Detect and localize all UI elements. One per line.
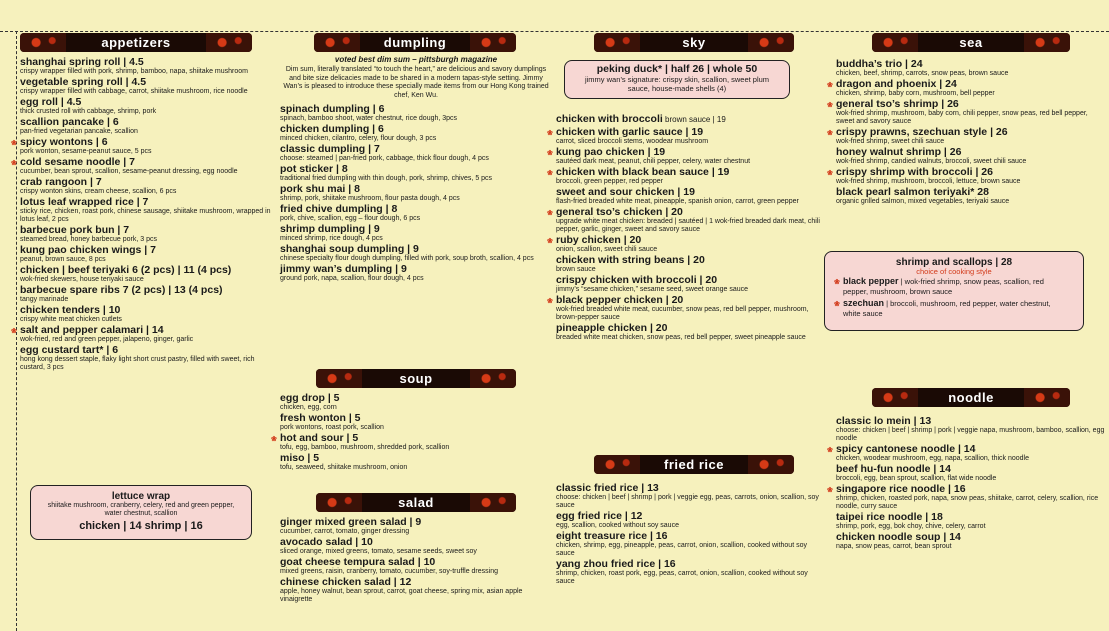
menu-item	[556, 323, 826, 342]
menu-item	[556, 255, 826, 274]
item-description: shrimp, pork, egg, bok choy, chive, celery, carrot	[836, 523, 986, 530]
menu-item	[20, 97, 275, 116]
menu-item	[20, 305, 275, 324]
item-description: breaded white meat chicken, snow peas, red bell pepper, sweet pineapple sauce	[556, 334, 806, 341]
item-description: wok-fried skewers, house teriyaki sauce	[20, 276, 144, 283]
item-description: egg, scallion, cooked without soy sauce	[556, 522, 679, 529]
sky-list	[556, 110, 826, 342]
dumpling-subtitle: voted best dim sum – pittsburgh magazine	[334, 55, 498, 64]
item-name: classic dumpling | 7	[280, 143, 380, 155]
noodle-column	[836, 388, 1106, 551]
dumpling-banner	[314, 33, 516, 52]
menu-item	[280, 517, 552, 536]
banner-ornament-icon	[314, 33, 360, 52]
banner-ornament-icon	[594, 33, 640, 52]
item-name: crispy chicken with broccoli | 20	[556, 274, 718, 286]
item-description: apple, honey walnut, bean sprout, carrot, goat cheese, spring mix, asian apple vinaigrette	[280, 588, 523, 603]
sea-banner	[872, 33, 1070, 52]
item-name: ❀ chicken with garlic sauce | 19	[556, 127, 826, 138]
item-description: pork, chive, scallion, egg – flour dough, 6 pcs	[280, 215, 421, 222]
menu-item	[556, 275, 826, 294]
item-name: egg roll | 4.5	[20, 96, 82, 108]
menu-item	[556, 295, 826, 322]
noodle-list	[836, 416, 1106, 551]
dumpling-column	[280, 33, 552, 283]
menu-item	[836, 99, 1106, 126]
item-name: ❀ crispy prawns, szechuan style | 26	[836, 127, 1106, 138]
item-name: avocado salad | 10	[280, 536, 373, 548]
peking-duck-desc: jimmy wan’s signature: crispy skin, scallion, sweet plum sauce, house-made shells (4)	[584, 75, 770, 93]
soup-list	[280, 393, 552, 472]
item-description: chicken, shrimp, egg, pineapple, peas, carrot, onion, scallion, cooked without soy sauce	[556, 542, 807, 557]
item-name: beef hu-fun noodle | 14	[836, 463, 951, 475]
lettuce-wrap-title: lettuce wrap	[111, 491, 171, 502]
menu-item	[280, 537, 552, 556]
item-name: fresh wonton | 5	[280, 412, 361, 424]
menu-item	[20, 137, 275, 156]
appetizers-column	[20, 33, 275, 372]
item-name: vegetable spring roll | 4.5	[20, 76, 147, 88]
item-description: choose: chicken | beef | shrimp | pork | veggie egg, peas, carrots, onion, scallion, soy sauce	[556, 494, 819, 509]
dumpling-intro: Dim sum, literally translated “to touch the heart,” are delicious and savory dumplings and bite size delicacies made to be shared in a modern tapas-style setting. Jimmy Wan’s is pleased to introduce these specially made items from our Hong Kong trained chef, Ken Wu.	[283, 66, 549, 99]
item-description: brown sauce	[556, 266, 596, 273]
item-description: upgrade white meat chicken: breaded | sautéed | 1 wok-fried breaded dark meat, chili pepper, garlic, ginger, sweet and savory sauce	[556, 218, 820, 233]
peking-duck-box	[564, 60, 790, 99]
item-description: chicken, egg, corn	[280, 404, 337, 411]
menu-item	[836, 484, 1106, 511]
menu-item	[20, 225, 275, 244]
menu-item	[556, 110, 826, 126]
item-description: wok-fried, red and green pepper, jalapeno, ginger, garlic	[20, 336, 194, 343]
item-name: chicken noodle soup | 14	[836, 531, 961, 543]
dumpling-list	[280, 104, 552, 283]
sky-column	[556, 33, 826, 52]
item-description: crispy white meat chicken cutlets	[20, 316, 122, 323]
item-name: ❀ dragon and phoenix | 24	[836, 79, 1106, 90]
menu-item	[20, 177, 275, 196]
item-name: ❀ salt and pepper calamari | 14	[20, 325, 275, 336]
item-name: ❀ chicken with black bean sauce | 19	[556, 167, 826, 178]
item-description: broccoli, green pepper, red pepper	[556, 178, 664, 185]
soup-column	[280, 369, 552, 472]
item-name: ❀ general tso’s shrimp | 26	[836, 99, 1106, 110]
item-name: jimmy wan’s dumpling | 9	[280, 263, 407, 275]
item-name: ❀ singapore rice noodle | 16	[836, 484, 1106, 495]
menu-item	[280, 164, 552, 183]
menu-item	[280, 104, 552, 123]
item-name: chicken dumpling | 6	[280, 123, 384, 135]
menu-item	[556, 207, 826, 234]
item-description: shrimp, pork, shiitake mushroom, flour pasta dough, 4 pcs	[280, 195, 460, 202]
item-description: carrot, sliced broccoli stems, woodear mushroom	[556, 138, 709, 145]
item-name: classic lo mein | 13	[836, 415, 932, 427]
banner-ornament-icon	[470, 33, 516, 52]
item-description: peanut, brown sauce, 8 pcs	[20, 256, 106, 263]
item-name: sweet and sour chicken | 19	[556, 186, 695, 198]
fried-rice-list	[556, 483, 826, 586]
menu-item	[280, 224, 552, 243]
menu-item	[280, 124, 552, 143]
item-description: organic grilled salmon, mixed vegetables, teriyaki sauce	[836, 198, 1010, 205]
item-description: chicken, beef, shrimp, carrots, snow peas, brown sauce	[836, 70, 1009, 77]
menu-item	[20, 245, 275, 264]
item-name: barbecue pork bun | 7	[20, 224, 130, 236]
item-description: wok-fried shrimp, mushroom, baby corn, chili pepper, snow peas, red bell pepper, sweet and savory sauce	[836, 110, 1088, 125]
item-name: ❀ ruby chicken | 20	[556, 235, 826, 246]
menu-item	[836, 147, 1106, 166]
item-description: hong kong dessert staple, flaky light short crust pastry, filled with sweet, rich custard, 3 pcs	[20, 356, 255, 371]
item-description: wok-fried shrimp, sweet chili sauce	[836, 138, 945, 145]
item-name: chicken with broccoli	[556, 113, 663, 125]
appetizers-list	[20, 57, 275, 372]
salad-column	[280, 493, 552, 604]
menu-item	[836, 444, 1106, 463]
item-description: ground pork, napa, scallion, flour dough, 4 pcs	[280, 275, 424, 282]
appetizers-banner	[20, 33, 252, 52]
menu-item	[280, 144, 552, 163]
item-description: mixed greens, raisin, cranberry, tomato, cucumber, soy-truffle dressing	[280, 568, 498, 575]
menu-item	[836, 512, 1106, 531]
item-name: taipei rice noodle | 18	[836, 511, 943, 523]
item-name: eight treasure rice | 16	[556, 530, 668, 542]
item-name: lotus leaf wrapped rice | 7	[20, 196, 149, 208]
menu-item	[280, 393, 552, 412]
item-name: ❀ cold sesame noodle | 7	[20, 157, 275, 168]
sky-banner	[594, 33, 794, 52]
item-name: chinese chicken salad | 12	[280, 576, 412, 588]
fried-rice-banner	[594, 455, 794, 474]
item-name: yang zhou fried rice | 16	[556, 558, 676, 570]
menu-item	[280, 413, 552, 432]
item-description: traditional fried dumpling with thin dough, pork, shrimp, chives, 5 pcs	[280, 175, 493, 182]
item-name: miso | 5	[280, 452, 320, 464]
item-name: shanghai soup dumpling | 9	[280, 243, 419, 255]
item-name: classic fried rice | 13	[556, 482, 659, 494]
item-description: minced shrimp, rice dough, 4 pcs	[280, 235, 383, 242]
banner-ornament-icon	[872, 388, 918, 407]
item-name: spinach dumpling | 6	[280, 103, 385, 115]
item-description: pork wonton, sesame-peanut sauce, 5 pcs	[20, 148, 152, 155]
item-description: wok-fried shrimp, candied walnuts, broccoli, sweet chili sauce	[836, 158, 1027, 165]
menu-item	[280, 184, 552, 203]
scallops-title: shrimp and scallops | 28	[895, 257, 1013, 268]
banner-ornament-icon	[470, 493, 516, 512]
section-title: sky	[682, 35, 706, 50]
item-name: buddha’s trio | 24	[836, 58, 923, 70]
menu-item	[280, 244, 552, 263]
menu-item	[20, 197, 275, 224]
item-description: onion, scallion, sweet chili sauce	[556, 246, 658, 253]
item-description: choose: steamed | pan-fried pork, cabbage, thick flour dough, 4 pcs	[280, 155, 489, 162]
item-name: pot sticker | 8	[280, 163, 348, 175]
banner-ornament-icon	[470, 369, 516, 388]
item-description: chicken, shrimp, baby corn, mushroom, bell pepper	[836, 90, 995, 97]
salad-list	[280, 517, 552, 604]
menu-item	[20, 117, 275, 136]
item-name: black pearl salmon teriyaki* 28	[836, 186, 989, 198]
item-description: steamed bread, honey barbecue pork, 3 pcs	[20, 236, 157, 243]
menu-item	[836, 416, 1106, 443]
section-title: noodle	[948, 390, 994, 405]
scallops-subtitle: choice of cooking style	[916, 267, 992, 276]
menu-item	[280, 577, 552, 604]
item-description: jimmy’s “sesame chicken,” sesame seed, sweet orange sauce	[556, 286, 749, 293]
item-description: pan-fried vegetarian pancake, scallion	[20, 128, 138, 135]
section-title: sea	[959, 35, 983, 50]
item-description: sliced orange, mixed greens, tomato, sesame seeds, sweet soy	[280, 548, 477, 555]
banner-ornament-icon	[1024, 388, 1070, 407]
lettuce-wrap-price: chicken | 14 shrimp | 16	[79, 520, 203, 532]
item-name: fried chive dumpling | 8	[280, 203, 398, 215]
banner-ornament-icon	[748, 455, 794, 474]
item-name: egg custard tart* | 6	[20, 344, 119, 356]
menu-item	[556, 235, 826, 254]
menu-item	[280, 204, 552, 223]
fried-rice-column	[556, 455, 826, 586]
item-description: sautéed dark meat, peanut, chili pepper, celery, water chestnut	[556, 158, 751, 165]
section-title: dumpling	[383, 35, 447, 50]
item-name: egg fried rice | 12	[556, 510, 643, 522]
banner-ornament-icon	[316, 369, 362, 388]
item-name: ❀ kung pao chicken | 19	[556, 147, 826, 158]
item-name: ginger mixed green salad | 9	[280, 516, 422, 528]
item-description: flash-fried breaded white meat, pineapple, spanish onion, carrot, green pepper	[556, 198, 799, 205]
sea-list	[836, 59, 1106, 206]
item-description: shrimp, chicken, roasted pork, napa, snow peas, shiitake, carrot, celery, scallion, rice noodle, curry sauce	[836, 495, 1099, 510]
item-name: ❀ general tso’s chicken | 20	[556, 207, 826, 218]
banner-ornament-icon	[872, 33, 918, 52]
menu-item	[556, 147, 826, 166]
item-name: honey walnut shrimp | 26	[836, 146, 962, 158]
item-description: choose: chicken | beef | shrimp | pork | veggie napa, mushroom, bamboo, scallion, egg noodle	[836, 427, 1105, 442]
item-description: crispy wrapper filled with cabbage, carrot, shiitake mushroom, rice noodle	[20, 88, 248, 95]
item-description: napa, snow peas, carrot, bean sprout	[836, 543, 952, 550]
item-name: chicken tenders | 10	[20, 304, 121, 316]
item-description: chinese specialty flour dough dumpling, filled with pork, soup broth, scallion, 4 pcs	[280, 255, 534, 262]
menu-item	[280, 433, 552, 452]
menu-item	[556, 483, 826, 510]
item-description: tofu, egg, bamboo, mushroom, shredded pork, scallion	[280, 444, 450, 451]
menu-item	[280, 453, 552, 472]
item-description: shrimp, chicken, roast pork, egg, peas, carrot, onion, scallion, cooked without soy sauce	[556, 570, 808, 585]
menu-item	[836, 187, 1106, 206]
menu-item	[836, 532, 1106, 551]
option-desc: | wok-fried shrimp, snow peas, scallion, red pepper, mushroom, brown sauce	[843, 277, 1044, 296]
item-name: ❀ black pepper chicken | 20	[556, 295, 826, 306]
scallops-option-black-pepper	[843, 276, 1065, 296]
item-name: pineapple chicken | 20	[556, 322, 668, 334]
item-description: crispy wrapper filled with pork, shrimp, bamboo, napa, shiitake mushroom	[20, 68, 248, 75]
item-name: crab rangoon | 7	[20, 176, 102, 188]
menu-item	[556, 127, 826, 146]
option-name: ❀ szechuan	[843, 298, 884, 308]
banner-ornament-icon	[594, 455, 640, 474]
item-description: crispy wonton skins, cream cheese, scallion, 6 pcs	[20, 188, 177, 195]
menu-item	[556, 167, 826, 186]
banner-ornament-icon	[206, 33, 252, 52]
option-desc: | broccoli, mushroom, red pepper, water chestnut, white sauce	[843, 299, 1051, 318]
banner-ornament-icon	[1024, 33, 1070, 52]
menu-item	[836, 464, 1106, 483]
item-description: chicken, woodear mushroom, egg, napa, scallion, thick noodle	[836, 455, 1029, 462]
noodle-banner	[872, 388, 1070, 407]
item-name: chicken | beef teriyaki 6 (2 pcs) | 11 (4 pcs)	[20, 264, 232, 276]
item-name: kung pao chicken wings | 7	[20, 244, 156, 256]
item-name: chicken with string beans | 20	[556, 254, 705, 266]
menu-item	[836, 127, 1106, 146]
menu-item	[556, 559, 826, 586]
section-title: appetizers	[101, 35, 171, 50]
item-name: barbecue spare ribs 7 (2 pcs) | 13 (4 pcs)	[20, 284, 223, 296]
menu-item	[20, 77, 275, 96]
banner-ornament-icon	[748, 33, 794, 52]
menu-item	[556, 187, 826, 206]
item-name: ❀ hot and sour | 5	[280, 433, 552, 444]
menu-item	[556, 511, 826, 530]
menu-item	[20, 57, 275, 76]
item-description: sticky rice, chicken, roast pork, chinese sausage, shiitake mushroom, wrapped in lotus leaf, 2 pcs	[20, 208, 271, 223]
scallops-option-szechuan	[843, 298, 1065, 318]
lettuce-wrap-desc: shiitake mushroom, cranberry, celery, red and green pepper, water chestnut, scallion	[47, 502, 235, 517]
menu-item	[280, 264, 552, 283]
banner-ornament-icon	[20, 33, 66, 52]
item-description: tofu, seaweed, shiitake mushroom, onion	[280, 464, 408, 471]
item-name: ❀ crispy shrimp with broccoli | 26	[836, 167, 1106, 178]
item-description: cucumber, bean sprout, scallion, sesame-peanut dressing, egg noodle	[20, 168, 238, 175]
menu-item	[836, 167, 1106, 186]
salad-banner	[316, 493, 516, 512]
top-divider	[0, 31, 1109, 32]
menu-item	[20, 285, 275, 304]
banner-ornament-icon	[316, 493, 362, 512]
menu-item	[280, 557, 552, 576]
item-name: goat cheese tempura salad | 10	[280, 556, 436, 568]
section-title: soup	[399, 371, 433, 386]
item-name: ❀ spicy wontons | 6	[20, 137, 275, 148]
item-name: ❀ spicy cantonese noodle | 14	[836, 444, 1106, 455]
menu-item	[836, 79, 1106, 98]
soup-banner	[316, 369, 516, 388]
item-name: pork shu mai | 8	[280, 183, 360, 195]
menu-item	[20, 265, 275, 284]
item-description: spinach, bamboo shoot, water chestnut, rice dough, 3pcs	[280, 115, 458, 122]
menu-item	[20, 157, 275, 176]
item-description: wok-fried shrimp, mushroom, broccoli, lettuce, brown sauce	[836, 178, 1021, 185]
lettuce-wrap-box	[30, 485, 252, 540]
item-description: tangy marinade	[20, 296, 69, 303]
section-title: fried rice	[664, 457, 724, 472]
item-description: pork wontons, roast pork, scallion	[280, 424, 384, 431]
peking-duck-title: peking duck* | half 26 | whole 50	[596, 63, 758, 75]
menu-item	[836, 59, 1106, 78]
menu-item	[556, 531, 826, 558]
scallops-box	[824, 251, 1084, 331]
item-name: shanghai spring roll | 4.5	[20, 56, 144, 68]
item-extra: brown sauce | 19	[662, 115, 726, 124]
item-description: cucumber, carrot, tomato, ginger dressing	[280, 528, 410, 535]
item-description: wok-fried breaded white meat, cucumber, snow peas, red bell pepper, mushroom, brown-pepper sauce	[556, 306, 809, 321]
menu-item	[20, 325, 275, 344]
section-title: salad	[398, 495, 434, 510]
item-description: thick crusted roll with cabbage, shrimp, pork	[20, 108, 157, 115]
item-description: minced chicken, cilantro, celery, flour dough, 3 pcs	[280, 135, 437, 142]
item-name: shrimp dumpling | 9	[280, 223, 380, 235]
sky-list-wrap	[556, 109, 826, 342]
item-name: egg drop | 5	[280, 392, 340, 404]
menu-item	[20, 345, 275, 372]
option-name: ❀ black pepper	[843, 276, 899, 286]
item-description: broccoli, egg, bean sprout, scallion, flat wide noodle	[836, 475, 997, 482]
sea-column	[836, 33, 1106, 206]
item-name: scallion pancake | 6	[20, 116, 119, 128]
